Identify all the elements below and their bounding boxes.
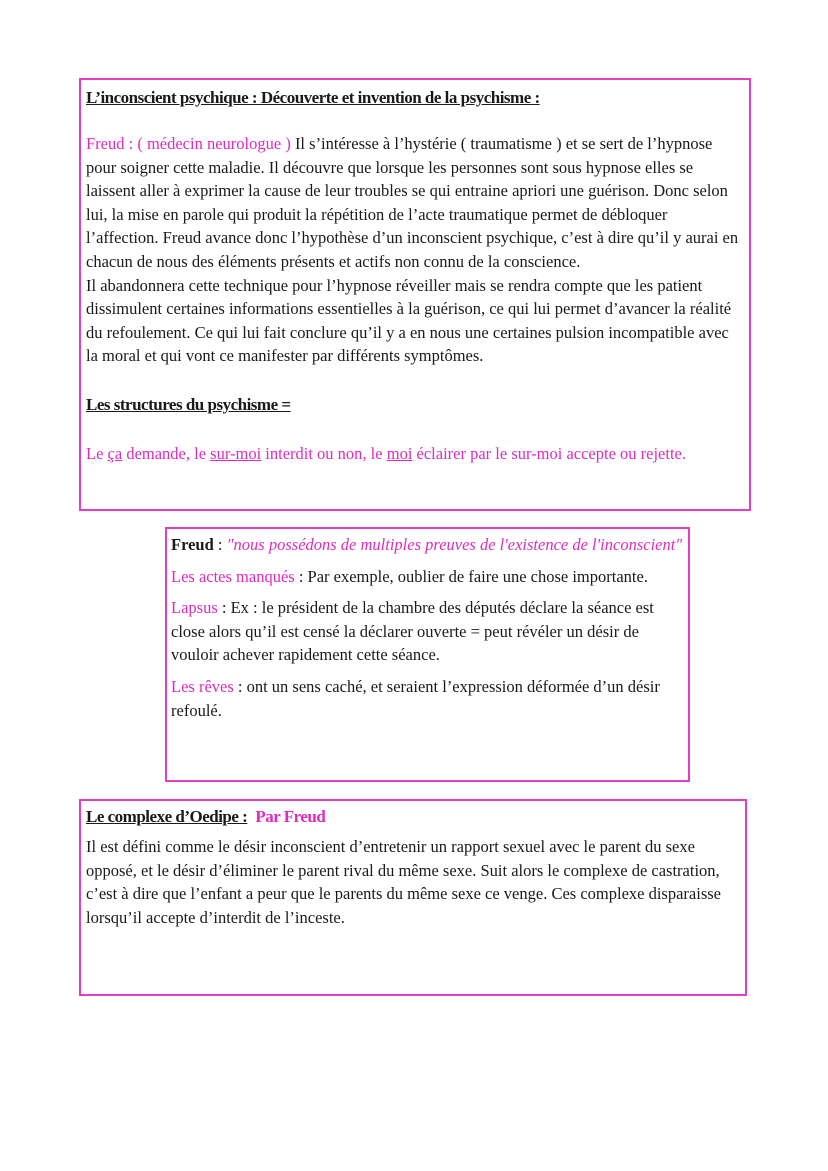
oedipe-title: Le complexe d’Oedipe : [86, 807, 248, 826]
section-complexe-oedipe [79, 799, 747, 996]
structures-title: Les structures du psychisme = [86, 394, 291, 414]
actes-manques-item [171, 565, 684, 589]
refoulement-paragraph: Il abandonnera cette technique pour l’hypnose réveiller mais se rendra compte que les patient dissimulent certaines informations essentielles à la guérison, ce qui lui permet d’avancer la réalité du refoulement. Ce qui lui fait conclure qu’il y a en nous une certaines pulsion incompatible avec la moral et qui vont ce manifester par différents symptômes. [86, 275, 732, 366]
oedipe-title-line [86, 805, 739, 829]
term-surmoi: sur-moi [210, 443, 262, 463]
structures-le: Le [86, 443, 108, 463]
colon: : [213, 535, 227, 554]
freud-text: Il s’intéresse à l’hystérie ( traumatisme ) et se sert de l’hypnose pour soigner cette maladie. Il découvre que lorsque les personnes sont sous hypnose elles se laissent aller à exprimer la cause de leur troubles se qui entraine apriori une guérison. Donc selon lui, la mise en parole qui produit la répétition de l’acte traumatique permet de débloquer l’affection. Freud avance donc l’hypothèse d’un inconscient psychique, c’est à dire qu’il y aurai en chacun de nous des éléments présents et actifs non connu de la conscience. [86, 134, 739, 271]
section-inconscient-psychique [79, 78, 751, 511]
lapsus-label: Lapsus [171, 598, 218, 618]
freud-name: Freud [171, 535, 214, 554]
structures-t1: demande, le [122, 443, 211, 463]
section-title: L’inconscient psychique : Découverte et invention de la psychisme : [86, 88, 540, 107]
term-ca: ça [107, 443, 123, 463]
freud-quote: "nous possédons de multiples preuves de l'existence de l'inconscient" [226, 535, 683, 554]
section-preuves-inconscient [165, 527, 690, 782]
lapsus-item [171, 596, 684, 667]
structures-t3: éclairer par le sur-moi accepte ou rejette. [412, 443, 687, 463]
reves-label: Les rêves [171, 676, 234, 696]
freud-quote-line [171, 533, 684, 557]
actes-label: Les actes manqués [171, 566, 295, 586]
freud-paragraph [86, 132, 743, 274]
reves-item [171, 675, 684, 722]
oedipe-by: Par Freud [255, 807, 326, 826]
freud-label: Freud : ( médecin neurologue ) [86, 134, 291, 153]
oedipe-text: Il est défini comme le désir inconscient d’entretenir un rapport sexuel avec le parent du sexe opposé, et le désir d’éliminer le parent rival du même sexe. Suit alors le complexe de castration, c’est à dire que l’enfant a peur que le parents du même sexe ce venge. Ces complexe disparaisse lorsqu’il accepte d’interdit de l’inceste. [86, 837, 721, 927]
structures-line [86, 442, 743, 466]
actes-text: : Par exemple, oublier de faire une chose importante. [294, 566, 648, 586]
reves-text: : ont un sens caché, et seraient l’expression déformée d’un désir refoulé. [171, 676, 660, 720]
structures-t2: interdit ou non, le [261, 443, 387, 463]
lapsus-text: : Ex : le président de la chambre des députés déclare la séance est close alors qu’il est censé la déclarer ouverte = peut révéler un désir de vouloir achever rapidement cette séance. [171, 598, 654, 665]
term-moi: moi [386, 443, 413, 463]
